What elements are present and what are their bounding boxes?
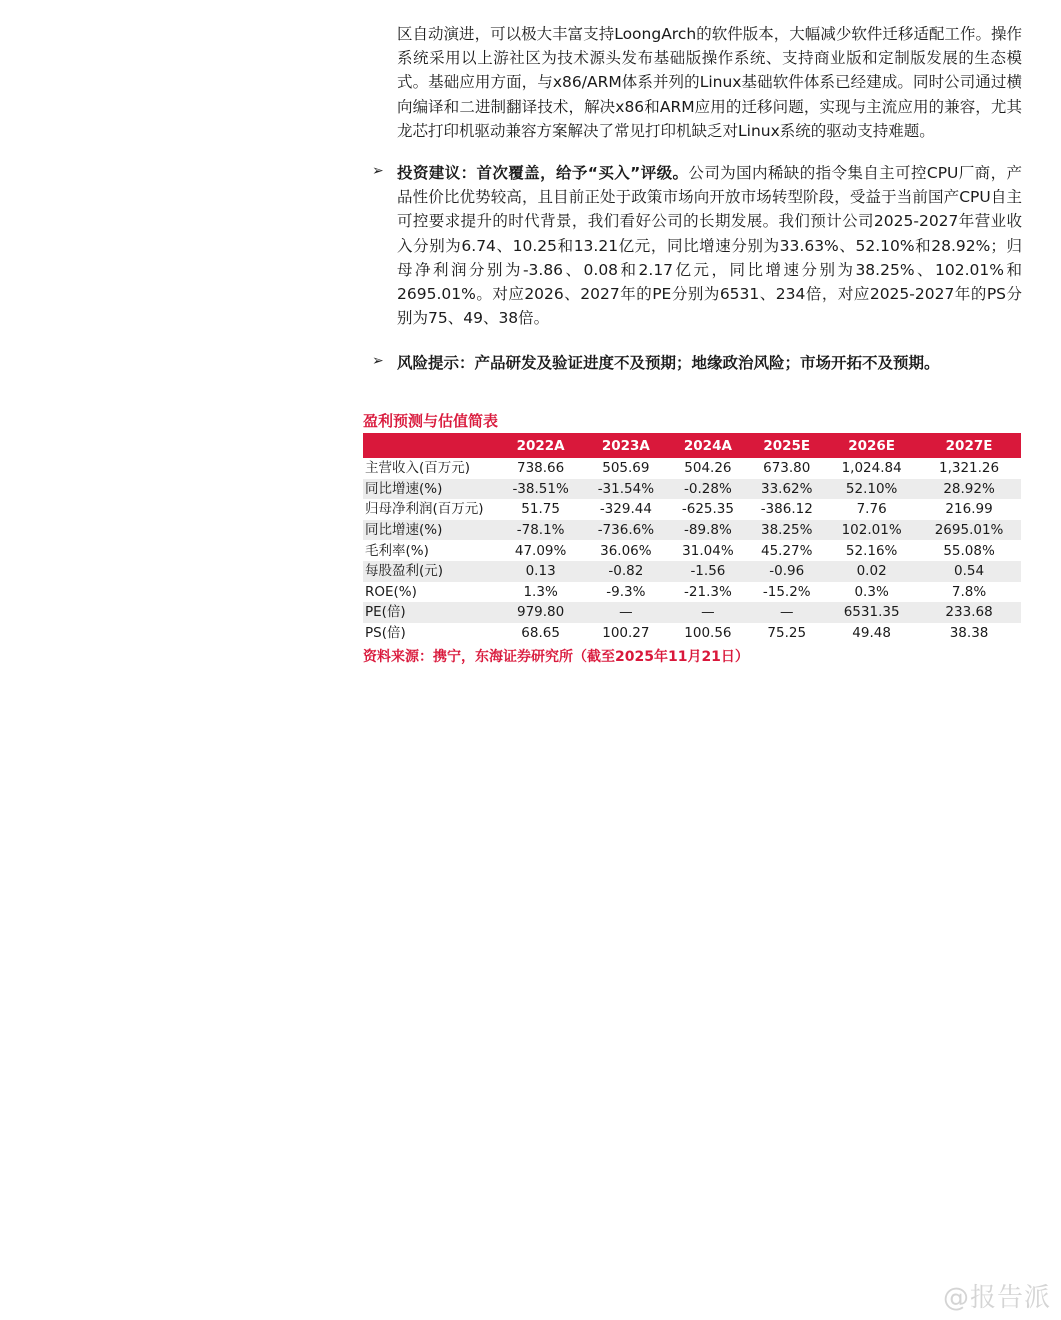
table-source-note: 资料来源：携宁，东海证券研究所（截至2025年11月21日） <box>363 649 749 665</box>
investment-advice-heading: 投资建议：首次覆盖，给予“买入”评级。 <box>397 164 689 182</box>
table-cell: 0.02 <box>826 561 917 582</box>
table-cell: -0.82 <box>583 561 668 582</box>
row-label: 每股盈利(元) <box>363 561 498 582</box>
table-cell: 233.68 <box>917 602 1021 623</box>
risk-warning-bullet <box>372 351 1022 375</box>
table-cell: 68.65 <box>521 625 560 642</box>
row-label: PS(倍) <box>365 625 406 642</box>
investment-advice-body: 公司为国内稀缺的指令集自主可控CPU厂商，产品性价比优势较高，且目前正处于政策市场向开放市场转型阶段，受益于当前国产CPU自主可控要求提升的时代背景，我们看好公司的长期发展。我们预计公司2025-2027年营业收入分别为6.74、10.25和13.21亿元，同比增速分别为33.63%、52.10%和28.92%；归母净利润分别为-3.86、0.08和2.17亿元，同比增速分别为38.25%、102.01%和2695.01%。对应2026、2027年的PE分别为6531、234倍，对应2025-2027年的PS分别为75、49、38倍。 <box>397 164 1022 328</box>
table-row <box>363 582 1021 603</box>
header-cell: 2024A <box>669 433 748 458</box>
table-cell: 33.62% <box>747 479 826 500</box>
bullet-arrow-icon: ➢ <box>372 163 384 179</box>
table-cell: -31.54% <box>583 479 668 500</box>
table-cell: — <box>669 602 748 623</box>
table-cell: -625.35 <box>681 501 734 518</box>
table-cell: 52.10% <box>826 479 917 500</box>
table-cell: -89.8% <box>669 520 748 541</box>
table-cell: 52.16% <box>845 542 898 559</box>
header-cell <box>363 433 498 458</box>
table-cell: 505.69 <box>602 460 650 477</box>
table-cell: 55.08% <box>943 542 995 559</box>
table-cell: 0.54 <box>917 561 1021 582</box>
table-title: 盈利预测与估值简表 <box>363 412 499 430</box>
table-cell: 979.80 <box>498 602 583 623</box>
row-label: PE(倍) <box>363 602 498 623</box>
table-cell: — <box>583 602 668 623</box>
table-cell: 28.92% <box>917 479 1021 500</box>
risk-warning-text <box>397 351 1022 375</box>
table-cell: 504.26 <box>684 460 732 477</box>
risk-warning-heading: 风险提示 <box>397 354 460 372</box>
risk-warning-body: ：产品研发及验证进度不及预期；地缘政治风险；市场开拓不及预期。 <box>459 354 940 372</box>
table-cell: 38.25% <box>747 520 826 541</box>
table-row <box>363 540 1021 561</box>
table-header-row <box>363 433 1021 458</box>
table-cell: 49.48 <box>852 625 891 642</box>
table-cell: -736.6% <box>583 520 668 541</box>
row-label: 归母净利润(百万元) <box>365 501 484 518</box>
row-label: 同比增速(%) <box>363 479 498 500</box>
table-cell: 100.56 <box>684 625 732 642</box>
table-cell: 51.75 <box>521 501 560 518</box>
row-label: 毛利率(%) <box>365 542 429 559</box>
table-cell: -329.44 <box>599 501 652 518</box>
table-cell: 36.06% <box>600 542 652 559</box>
header-cell: 2025E <box>747 433 826 458</box>
table-cell: 673.80 <box>763 460 811 477</box>
table-row <box>363 602 1021 623</box>
table-cell: 31.04% <box>682 542 734 559</box>
table-cell: 2695.01% <box>917 520 1021 541</box>
investment-advice-text <box>397 161 1022 330</box>
bullet-arrow-icon: ➢ <box>372 353 384 369</box>
table-row <box>363 458 1021 479</box>
table-row <box>363 623 1021 644</box>
table-cell: -386.12 <box>760 501 813 518</box>
table-row <box>363 520 1021 541</box>
earnings-forecast-table <box>363 433 1021 643</box>
table-cell: -21.3% <box>684 583 732 600</box>
table-cell: 1,321.26 <box>938 460 1000 477</box>
header-cell: 2023A <box>583 433 668 458</box>
row-label: 同比增速(%) <box>363 520 498 541</box>
table-row <box>363 479 1021 500</box>
header-cell: 2022A <box>498 433 583 458</box>
table-cell: 0.3% <box>854 583 889 600</box>
table-cell: 100.27 <box>602 625 650 642</box>
table-cell: 102.01% <box>826 520 917 541</box>
intro-paragraph: 区自动演进，可以极大丰富支持LoongArch的软件版本，大幅减少软件迁移适配工作。操作系统采用以上游社区为技术源头发布基础版操作系统、支持商业版和定制版发展的生态模式。基础应用方面，与x86/ARM体系并列的Linux基础软件体系已经建成。同时公司通过横向编译和二进制翻译技术，解决x86和ARM应用的迁移问题，实现与主流应用的兼容，尤其龙芯打印机驱动兼容方案解决了常见打印机缺乏对Linux系统的驱动支持难题。 <box>397 25 1022 140</box>
table-cell: 7.76 <box>856 501 887 518</box>
table-cell: -78.1% <box>498 520 583 541</box>
row-label: 主营收入(百万元) <box>365 460 471 477</box>
table-row <box>363 561 1021 582</box>
table-cell: 38.38 <box>949 625 989 642</box>
table-cell: 45.27% <box>761 542 813 559</box>
table-cell: 738.66 <box>517 460 565 477</box>
table-cell: — <box>747 602 826 623</box>
watermark: @报告派 <box>942 1283 1051 1313</box>
investment-advice-bullet <box>372 161 1022 330</box>
table-cell: 1,024.84 <box>841 460 902 477</box>
header-cell: 2026E <box>826 433 917 458</box>
table-cell: -38.51% <box>498 479 583 500</box>
table-row <box>363 499 1021 520</box>
table-cell: -9.3% <box>606 583 646 600</box>
table-cell: 216.99 <box>945 501 993 518</box>
table-cell: 1.3% <box>523 583 558 600</box>
table-cell: 0.13 <box>498 561 583 582</box>
table-cell: 7.8% <box>951 583 987 600</box>
header-cell: 2027E <box>917 433 1021 458</box>
table-cell: -0.96 <box>747 561 826 582</box>
table-cell: -1.56 <box>669 561 748 582</box>
table-cell: -0.28% <box>669 479 748 500</box>
row-label: ROE(%) <box>365 583 417 600</box>
table-cell: 75.25 <box>767 625 807 642</box>
table-cell: 6531.35 <box>826 602 917 623</box>
table-cell: 47.09% <box>514 542 567 559</box>
table-cell: -15.2% <box>762 583 811 600</box>
